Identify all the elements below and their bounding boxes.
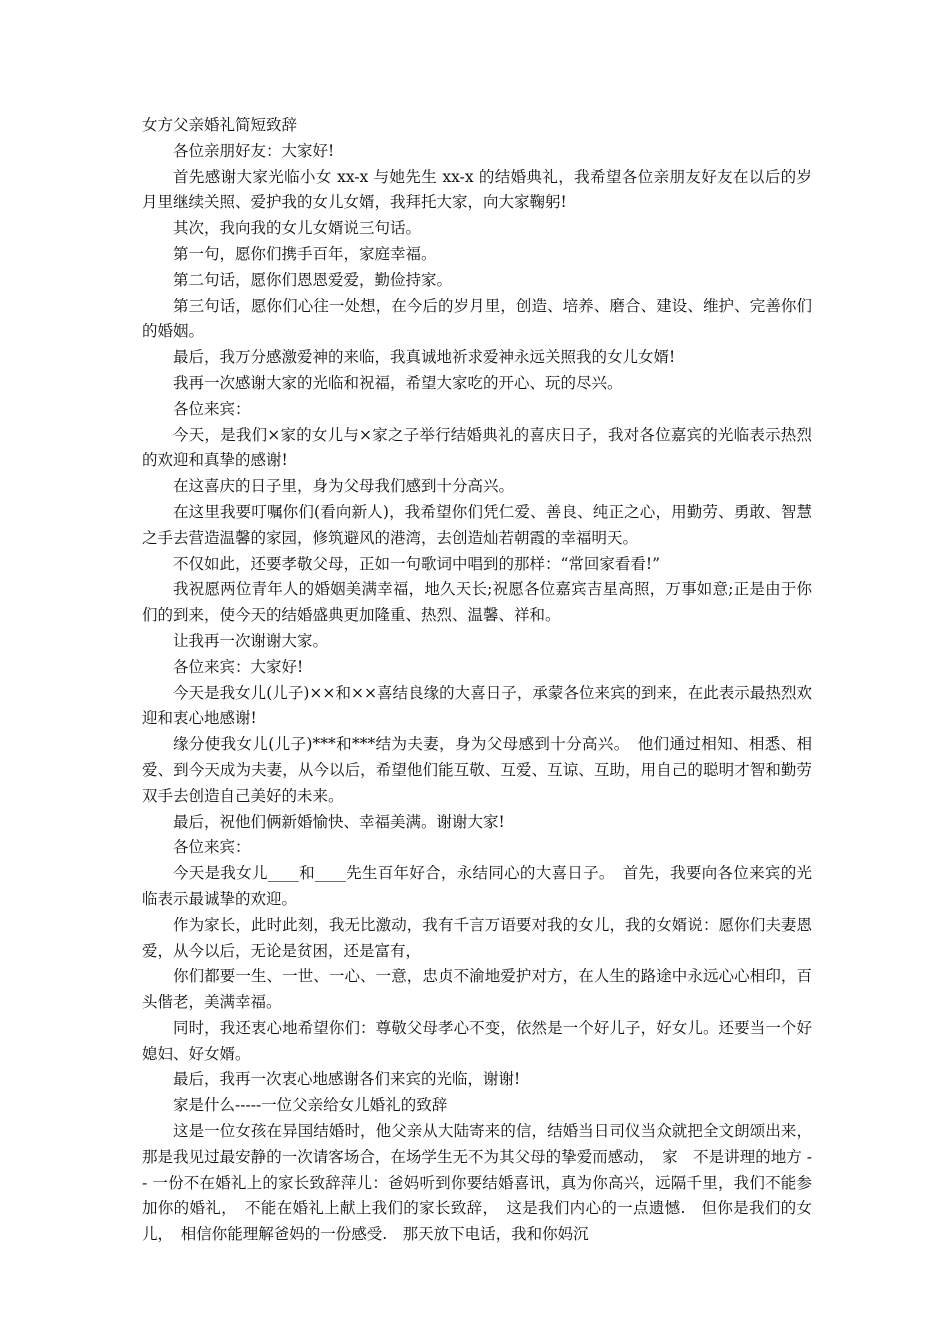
paragraph: 你们都要一生、一世、一心、一意，忠贞不渝地爱护对方，在人生的路途中永远心心相印，百头偕老，美满幸福。: [142, 967, 812, 1012]
paragraph: 今天，是我们×家的女儿与×家之子举行结婚典礼的喜庆日子，我对各位嘉宾的光临表示热烈的欢迎和真挚的感谢!: [142, 425, 812, 470]
paragraph: 各位来宾：: [173, 838, 251, 857]
paragraph: 首先感谢大家光临小女 xx-x 与她先生 xx-x 的结婚典礼，我希望各位亲朋友好友在以后的岁月里继续关照、爱护我的女儿女婿，我拜托大家，向大家鞠躬!: [142, 167, 812, 212]
paragraph: 最后，我再一次衷心地感谢各们来宾的光临，谢谢!: [173, 1070, 521, 1089]
paragraph: 让我再一次谢谢大家。: [173, 631, 329, 650]
paragraph: 不仅如此，还要孝敬父母，正如一句歌词中唱到的那样：“常回家看看!”: [173, 554, 661, 573]
paragraph: 各位亲朋好友：大家好!: [173, 141, 335, 160]
paragraph: 我再一次感谢大家的光临和祝福，希望大家吃的开心、玩的尽兴。: [173, 373, 623, 392]
paragraph: 这是一位女孩在异国结婚时，他父亲从大陆寄来的信，结婚当日司仪当众就把全文朗颂出来，那是我见过最安静的一次请客场合，在场学生无不为其父母的挚爱而感动， 家 不是讲理的地方 -- 一份不在婚礼上的家长致辞萍儿：爸妈听到你要结婚喜讯，真为你高兴，远隔千里，我们不能参加你的婚礼， 不能在婚礼上献上我们的家长致辞， 这是我们内心的一点遗憾. 但你是我们的女儿， 相信你能理解爸妈的一份感受. 那天放下电话，我和你妈沉: [142, 1122, 812, 1244]
paragraph: 最后，祝他们俩新婚愉快、幸福美满。谢谢大家!: [173, 812, 505, 831]
paragraph: 我祝愿两位青年人的婚姻美满幸福，地久天长;祝愿各位嘉宾吉星高照，万事如意;正是由于你们的到来，使今天的结婚盛典更加隆重、热烈、温馨、祥和。: [142, 580, 812, 625]
paragraph: 其次，我向我的女儿女婿说三句话。: [173, 219, 422, 238]
paragraph: 在这喜庆的日子里，身为父母我们感到十分高兴。: [173, 477, 515, 496]
document-title: 女方父亲婚礼简短致辞: [142, 116, 298, 134]
section-heading: 家是什么-----一位父亲给女儿婚礼的致辞: [173, 1096, 448, 1115]
paragraph: 作为家长，此时此刻，我无比激动，我有千言万语要对我的女儿，我的女婿说：愿你们夫妻恩爱，从今以后，无论是贫困，还是富有，: [142, 915, 812, 960]
paragraph: 各位来宾：: [173, 399, 251, 418]
paragraph: 缘分使我女儿(儿子)***和***结为夫妻，身为父母感到十分高兴。 他们通过相知、相悉、相爱、到今天成为夫妻，从今以后，希望他们能互敬、互爱、互谅、互助，用自己的聪明才智和勤劳双手去创造自己美好的未来。: [142, 735, 812, 805]
paragraph: 各位来宾：大家好!: [173, 657, 304, 676]
paragraph: 今天是我女儿(儿子)××和××喜结良缘的大喜日子，承蒙各位来宾的到来，在此表示最热烈欢迎和衷心地感谢!: [142, 683, 812, 728]
paragraph: 第三句话，愿你们心往一处想，在今后的岁月里，创造、培养、磨合、建设、维护、完善你们的婚姻。: [142, 296, 812, 341]
paragraph: 最后，我万分感激爱神的来临，我真诚地祈求爱神永远关照我的女儿女婿!: [173, 348, 676, 367]
paragraph: 在这里我要叮嘱你们(看向新人)，我希望你们凭仁爱、善良、纯正之心，用勤劳、勇敢、智慧之手去营造温馨的家园，修筑避风的港湾，去创造灿若朝霞的幸福明天。: [142, 502, 812, 547]
paragraph: 今天是我女儿____和____先生百年好合，永结同心的大喜日子。 首先，我要向各位来宾的光临表示最诚挚的欢迎。: [142, 864, 812, 908]
paragraph: 第二句话，愿你们恩恩爱爱，勤俭持家。: [173, 270, 453, 289]
paragraph: 第一句，愿你们携手百年，家庭幸福。: [173, 244, 437, 263]
paragraph: 同时，我还衷心地希望你们：尊敬父母孝心不变，依然是一个好儿子，好女儿。还要当一个好媳妇、好女婿。: [142, 1018, 812, 1063]
document-body: [142, 113, 812, 1248]
